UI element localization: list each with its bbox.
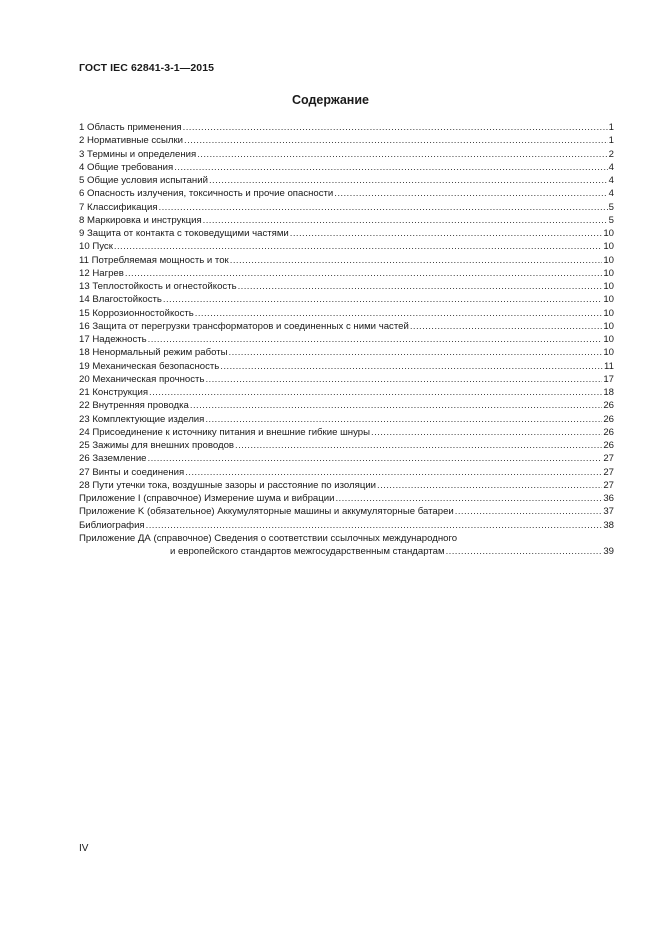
toc-entry-text: 18 Ненормальный режим работы	[79, 347, 228, 359]
toc-entry-page: 27	[603, 466, 614, 478]
page-number: IV	[79, 843, 89, 854]
dot-leader	[455, 505, 603, 518]
toc-entry-text: 20 Механическая прочность	[79, 373, 205, 385]
dot-leader	[205, 373, 602, 386]
toc-entry-page: 39	[603, 546, 614, 557]
toc-entry-text: 21 Конструкция	[79, 387, 149, 398]
toc-entry-text: 3 Термины и определения	[79, 148, 197, 160]
toc-entry[interactable]	[79, 214, 614, 227]
toc-entry-text: 27 Винты и соединения	[79, 466, 185, 478]
toc-entry-page: 2	[608, 148, 614, 160]
toc-entry[interactable]	[79, 240, 614, 253]
toc-entry-text: 25 Зажимы для внешних проводов	[79, 440, 235, 451]
toc-entry[interactable]	[79, 280, 614, 293]
toc-entry-page: 27	[603, 453, 614, 465]
dot-leader	[148, 333, 603, 346]
dot-leader	[185, 466, 602, 479]
toc-entry[interactable]	[79, 479, 614, 492]
toc-entry-page: 10	[603, 228, 614, 239]
dot-leader	[230, 254, 603, 267]
toc-entry[interactable]	[79, 121, 614, 134]
dot-leader	[125, 267, 602, 280]
dot-leader	[159, 201, 608, 214]
dot-leader	[220, 360, 603, 373]
toc-entry-page: 38	[603, 519, 614, 531]
toc-entry-text: 5 Общие условия испытаний	[79, 175, 208, 186]
dot-leader	[209, 174, 608, 187]
toc-entry-text: Приложение K (обязательное) Аккумуляторные машины и аккумуляторные батареи	[79, 506, 454, 518]
toc-entry-text: 4 Общие требования	[79, 161, 174, 173]
toc-entry-text: 13 Теплостойкость и огнестойкость	[79, 281, 237, 292]
toc-entry[interactable]	[79, 466, 614, 479]
toc-entry-annex-da-continuation[interactable]	[79, 545, 614, 558]
dot-leader	[205, 413, 602, 426]
toc-entry[interactable]	[79, 505, 614, 518]
toc-entry[interactable]	[79, 413, 614, 426]
toc-entry-page: 10	[603, 241, 614, 253]
toc-entry-page: 11	[604, 360, 614, 372]
toc-entry-page: 10	[603, 334, 614, 345]
toc-entry-page: 26	[603, 440, 614, 451]
toc-entry-text: Библиография	[79, 519, 145, 531]
toc-entry-page: 10	[603, 307, 614, 319]
toc-entry-text: 6 Опасность излучения, токсичность и прочие опасности	[79, 188, 334, 200]
toc-entry-page: 10	[603, 347, 614, 359]
toc-entry-text: 24 Присоединение к источнику питания и внешние гибкие шнуры	[79, 426, 371, 438]
document-code: ГОСТ IEC 62841-3-1—2015	[79, 62, 215, 74]
dot-leader	[203, 214, 608, 227]
toc-entry-page: 37	[603, 506, 614, 518]
toc-entry-text: 16 Защита от перегрузки трансформаторов и соединенных с ними частей	[79, 320, 409, 332]
toc-entry-annex-da[interactable]	[79, 532, 614, 545]
toc-entry-page: 1	[608, 122, 614, 133]
toc-entry-page: 10	[603, 254, 614, 266]
toc-entry-page: 5	[608, 214, 614, 226]
toc-entry[interactable]	[79, 519, 614, 532]
toc-entry[interactable]	[79, 187, 614, 200]
toc-entry-page: 10	[603, 281, 614, 292]
toc-entry[interactable]	[79, 148, 614, 161]
dot-leader	[335, 492, 602, 505]
toc-entry-page: 5	[608, 201, 614, 213]
toc-entry-text: 15 Коррозионностойкость	[79, 307, 194, 319]
toc-entry-text: 28 Пути утечки тока, воздушные зазоры и расстояние по изоляции	[79, 479, 377, 491]
toc-entry-text: 10 Пуск	[79, 241, 113, 253]
toc-entry[interactable]	[79, 254, 614, 267]
toc-entry-text: 17 Надежность	[79, 334, 147, 345]
dot-leader	[197, 148, 607, 161]
toc-entry[interactable]	[79, 333, 614, 346]
toc-entry[interactable]	[79, 399, 614, 412]
toc-entry[interactable]	[79, 201, 614, 214]
toc-entry-page: 4	[608, 188, 614, 200]
toc-entry-text: 9 Защита от контакта с токоведущими частями	[79, 228, 289, 239]
toc-entry[interactable]	[79, 386, 614, 399]
toc-entry-text: 8 Маркировка и инструкция	[79, 214, 202, 226]
toc-entry[interactable]	[79, 134, 614, 147]
dot-leader	[290, 227, 603, 240]
toc-entry[interactable]	[79, 452, 614, 465]
toc-entry[interactable]	[79, 346, 614, 359]
toc-entry-text: 22 Внутренняя проводка	[79, 400, 189, 412]
toc-entry-text: 23 Комплектующие изделия	[79, 413, 205, 425]
toc-entry[interactable]	[79, 174, 614, 187]
toc-entry-page: 26	[603, 400, 614, 412]
toc-entry[interactable]	[79, 161, 614, 174]
dot-leader	[377, 479, 602, 492]
toc-entry-page: 10	[603, 320, 614, 332]
toc-entry[interactable]	[79, 227, 614, 240]
dot-leader	[446, 545, 603, 558]
dot-leader	[190, 399, 602, 412]
toc-entry-text: 2 Нормативные ссылки	[79, 135, 184, 147]
dot-leader	[146, 519, 603, 532]
toc-entry-text: и европейского стандартов межгосударственным стандартам	[170, 546, 445, 557]
toc-entry-page: 4	[608, 175, 614, 186]
dot-leader	[163, 293, 602, 306]
dot-leader	[334, 187, 607, 200]
toc-entry[interactable]	[79, 360, 614, 373]
toc-entry-text: 11 Потребляемая мощность и ток	[79, 254, 229, 266]
dot-leader	[410, 320, 603, 333]
toc-entry[interactable]	[79, 267, 614, 280]
dot-leader	[195, 307, 603, 320]
toc-entry[interactable]	[79, 307, 614, 320]
toc-entry[interactable]	[79, 293, 614, 306]
dot-leader	[235, 439, 602, 452]
toc-entry-page: 26	[603, 426, 614, 438]
dot-leader	[183, 121, 608, 134]
toc-entry[interactable]	[79, 439, 614, 452]
toc-entry-page: 18	[603, 387, 614, 398]
toc-entry-page: 26	[603, 413, 614, 425]
dot-leader	[148, 452, 603, 465]
toc-entry-page: 17	[603, 373, 614, 385]
toc-entry[interactable]	[79, 373, 614, 386]
toc-entry-text: 19 Механическая безопасность	[79, 360, 220, 372]
toc-entry-page: 4	[608, 161, 614, 173]
toc-entry[interactable]	[79, 426, 614, 439]
toc-entry-text: 1 Область применения	[79, 122, 182, 133]
toc-entry[interactable]	[79, 320, 614, 333]
toc-title: Содержание	[291, 93, 369, 107]
toc-entry-text: Приложение ДА (справочное) Сведения о соответствии ссылочных международного	[79, 532, 458, 544]
toc-entry-page: 27	[603, 479, 614, 491]
toc-entry-page: 1	[608, 135, 614, 147]
table-of-contents	[79, 121, 614, 558]
dot-leader	[149, 386, 602, 399]
toc-entry-text: 12 Нагрев	[79, 267, 124, 279]
toc-entry-page: 10	[603, 267, 614, 279]
toc-entry-text: 26 Заземление	[79, 453, 147, 465]
dot-leader	[371, 426, 602, 439]
toc-entry-page: 36	[603, 493, 614, 504]
dot-leader	[184, 134, 608, 147]
dot-leader	[238, 280, 603, 293]
toc-entry-page: 10	[603, 294, 614, 306]
toc-entry-list	[79, 121, 614, 532]
dot-leader	[229, 346, 603, 359]
dot-leader	[114, 240, 602, 253]
dot-leader	[174, 161, 607, 174]
toc-entry[interactable]	[79, 492, 614, 505]
toc-entry-text: 7 Классификация	[79, 201, 158, 213]
toc-entry-text: 14 Влагостойкость	[79, 294, 162, 306]
toc-entry-text: Приложение I (справочное) Измерение шума и вибрации	[79, 493, 335, 504]
